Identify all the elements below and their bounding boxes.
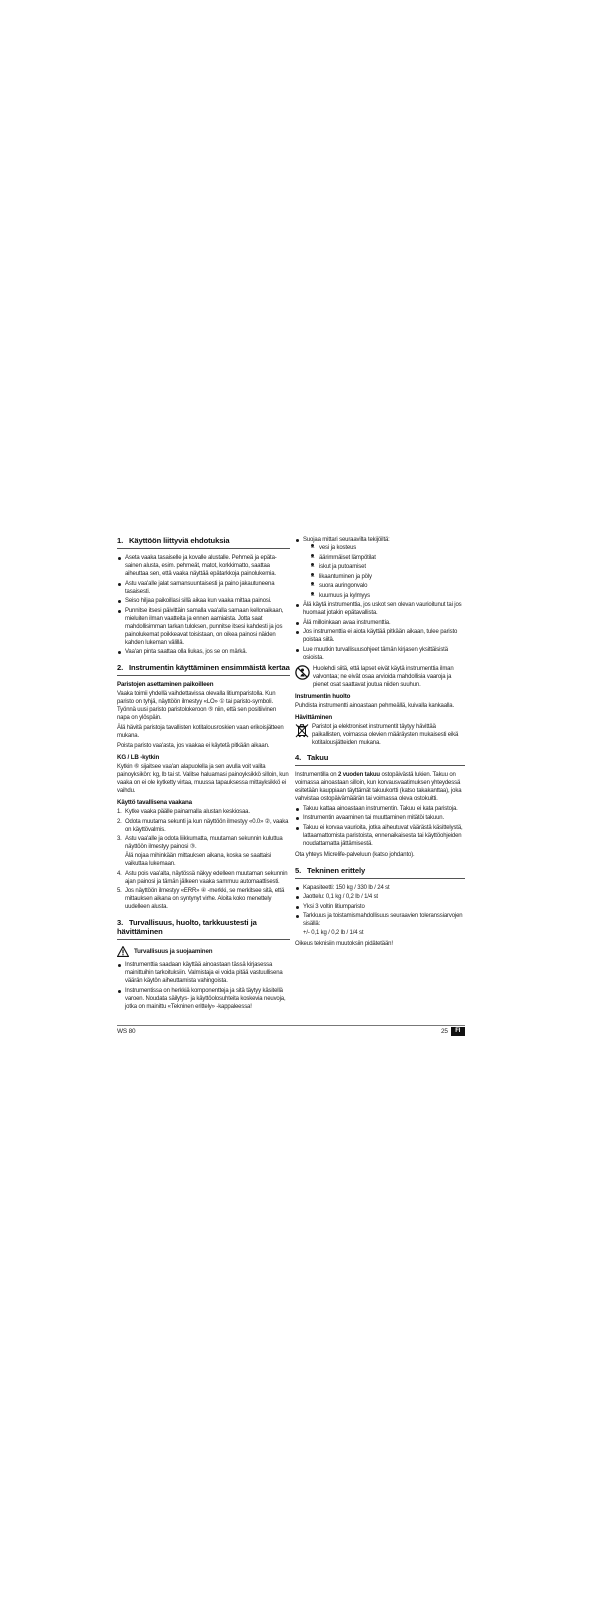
section-heading: 4. Takuu (295, 753, 465, 766)
list-item: Tarkkuus ja toistamismahdollisuus seuraavien toleranssiarvojen sisällä: +/- 0,1 kg / 0,2 lb / 1/4 st (295, 912, 465, 937)
tolerance-value: +/- 0,1 kg / 0,2 lb / 1/4 st (303, 930, 364, 936)
warranty-list (295, 805, 465, 848)
list-item: Älä milloinkaan avaa instrumenttia. (295, 619, 465, 627)
paragraph: Oikeus teknisiin muutoksiin pidätetään! (295, 941, 393, 947)
section-usage-tips (117, 536, 290, 656)
page-number: 25 (441, 1027, 448, 1035)
section-safety (117, 918, 290, 1011)
footer-model: WS 80 (117, 1028, 136, 1035)
safety-list (117, 961, 290, 1011)
disposal-note (295, 723, 465, 747)
list-item: 1. Kytke vaaka päälle painamalla alustan keskiosaa. (117, 809, 250, 815)
protection-list (295, 536, 465, 662)
list-item: Jaottelu: 0,1 kg / 0,2 lb / 1/4 st (295, 893, 465, 901)
paragraph: Huolehdi siitä, että lapset eivät käytä instrumenttia ilman valvontaa; ne eivät osaa arvioida mahdollisia vaaroja ja pienet osat saattavat joutua niiden suuhun. (313, 665, 454, 688)
paragraph: Ota yhteys Micrelife-palveluun (katso johdanto). (295, 851, 415, 858)
footer-page-info (441, 1027, 465, 1036)
list-item: Takuu ei korvaa vaurioita, jotka aiheutuvat väärästä käsittelystä, lattaamattomista paristoista, ennenaikaisesta tai käyttöohjeiden noudattamatta jättämisestä. (295, 824, 465, 848)
list-item: 4. Astu pois vaa'alta, näytössä näkyy edelleen muutaman sekunnin ajan painosi ja tämän jälkeen vaaka sammuu automaattisesti. (117, 870, 288, 885)
list-item: Astu vaa'alle jalat samansuuntaisesti ja paino jakautuneena tasaisesti. (117, 580, 290, 596)
list-item: 5. Jos näyttöön ilmestyy «ERR» ④ -merkki, se merkitsee sitä, että mittauksen aikana on syntynyt virhe. Aloita koko menettely uudelleen alusta. (117, 888, 285, 910)
list-item: – äärimmäiset lämpötilat (303, 554, 465, 562)
list-item: Seiso hiljaa paikoillasi sillä aikaa kun vaaka mittaa painosi. (117, 597, 290, 605)
list-item: – vesi ja kosteus (303, 544, 465, 552)
paragraph: Älä hävitä paristoja tavallisten kotitalousroskien vaan erikoisjätteen mukana. (117, 725, 284, 739)
section-heading: 1. Käyttöön liittyviä ehdotuksia (117, 536, 290, 549)
footer-divider (117, 1025, 465, 1026)
list-item: – likaantuminen ja pöly (303, 573, 465, 581)
warning-triangle-icon (117, 946, 129, 957)
list-item: Yksi 3 voltin litiumparisto (295, 903, 465, 911)
subheading-care: Instrumentin huolto (295, 692, 351, 700)
paragraph: Poista paristo vaa'asta, jos vaakaa ei käytetä pitkään aikaan. (117, 743, 270, 749)
list-item: Lue muutkin turvallisuusohjeet tämän kirjasen yksittäisistä osioista. (295, 646, 465, 662)
section-heading: 5. Tekninen erittely (295, 866, 465, 879)
list-item: Takuu kattaa ainoastaan instrumentin. Takuu ei kata paristoja. (295, 805, 465, 813)
section-heading: 2. Instrumentin käyttäminen ensimmäistä kertaa (117, 663, 290, 676)
language-badge: FI (451, 1027, 465, 1036)
subheading-unit-switch: KG / LB -kytkin (117, 754, 160, 761)
protection-sublist (303, 544, 465, 600)
list-item: Kapasiteetti: 150 kg / 330 lb / 24 st (295, 884, 465, 892)
list-item: Älä käytä instrumenttia, jos uskot sen olevan vaurioitunut tai jos huomaat jotakin epätavallista. (295, 601, 465, 617)
paragraph: Instrumentilla on 2 vuoden takuu ostopäivästä lukien. Takuu on voimassa ainoastaan silloin, kun korvausvaatimuksen yhteydessä esitetään kauppiaan täyttämät takuukortti (katso takakanttaa), joka vahvistaa ostopäivämäärän tai voimassa oleva ostokuitti. (295, 771, 462, 802)
paragraph: Kytkin ⑥ sijaitsee vaa'an alapuolella ja sen avulla voit valita painoyksikön: kg, lb tai st. Valitse haluamasi painoyksikkö silloin, kun vaaka on ei ole kytketty virtaa, muussa tapauksessa mittayksikkö ei vaihdu. (117, 764, 289, 794)
subheading-disposal: Hävittäminen (295, 713, 333, 721)
list-item: 2. Odota muutama sekunti ja kun näyttöön ilmestyy «0.0» ②, vaaka on käyttövalmis. (117, 818, 289, 833)
subheading-normal-use: Käyttö tavallisena vaakana (117, 799, 192, 806)
list-item: Instrumentissa on herkkiä komponentteja ja sitä täytyy käsitellä varoen. Noudata säilytys- ja käyttöolosuhteita koskevia neuvoja, jotka on mainittu «Tekninen erittely» -kappaleessa! (117, 987, 290, 1011)
section-specifications (295, 866, 465, 949)
list-item: – iskut ja putoamiset (303, 563, 465, 571)
warning-heading: Turvallisuus ja suojaaminen (117, 946, 290, 957)
list-item: Instrumentin avaaminen tai muuttaminen mitätöi takuun. (295, 814, 465, 822)
list-item: Punnitse itsesi päivittäin samalla vaa'alla samaan kellonaikaan, mieluiten ilman vaatteita ja ennen aamiaista. Jotta saat mahdollisimman tarkan tuloksen, punnitse itsesi kahdesti ja jos painolukemat poikkeavat toisistaan, on oikea painosi näiden kahden lukeman välillä. (117, 607, 290, 647)
section-warranty (295, 753, 465, 859)
crossed-bin-icon (295, 723, 309, 738)
step-note: Älä nojaa mihinkään mittauksen aikana, koska se saattaisi vaikuttaa lukemaan. (125, 853, 272, 867)
spec-list (295, 884, 465, 938)
paragraph: Vaaka toimii yhdellä vaihdettavissa olevalla litiumparistolla. Kun paristo on tyhjä, näyttöön ilmestyy «LO» ① tai paristo-symboli. Työnnä uusi paristo paristolokeroon ⑤ niin, että sen positiivinen napa on ylöspäin. (117, 691, 277, 721)
paragraph: Paristot ja elektroniset instrumentit täytyy hävittää paikallisten, voimassa olevien määräysten mukaisesti eikä kotitalousjätteiden mukana. (312, 723, 459, 746)
section-heading: 3. Turvallisuus, huolto, tarkkuustesti ja hävittäminen (117, 918, 290, 940)
left-column (117, 536, 290, 1018)
list-item: Vaa'an pinta saattaa olla liukas, jos se on märkä. (117, 648, 290, 656)
list-item: Instrumenttia saadaan käyttää ainoastaan tässä kirjasessa mainittuihin tarkoituksiin. Valmistaja ei voida pitää vastuullisena väärän käytön aiheuttamista vahingoista. (117, 961, 290, 985)
subheading-battery: Paristojen asettaminen paikoilleen (117, 681, 214, 688)
section-first-use (117, 663, 290, 911)
list-item: Jos instrumenttia ei aiota käyttää pitkään aikaan, tulee paristo poistaa siitä. (295, 628, 465, 644)
list-item: Aseta vaaka tasaiselle ja kovalle alustalle. Pehmeä ja epäta-sainen alusta, esim. pehmeät, matot, korkkimatto, saattaa aiheuttaa sen, että vaaka näyttää epätarkkoja painolukemia. (117, 554, 290, 578)
steps-list (117, 808, 290, 911)
list-item: 3. Astu vaa'alle ja odota liikkumatta, muutaman sekunnin kuluttua näyttöön ilmestyy painosi ③. Älä nojaa mihinkään mittauksen aikana, koska se saattaisi vaikuttaa lukemaan. (117, 835, 290, 868)
list-item: Suojaa mittari seuraavilta tekijöiltä: – vesi ja kosteus – äärimmäiset lämpötilat – iskut ja putoamiset – likaantuminen ja pöly – suora auringonvalo – kuumuus ja kylmyys (295, 536, 465, 600)
list-item: – suora auringonvalo (303, 582, 465, 590)
child-warning (295, 665, 465, 689)
right-column (295, 536, 465, 955)
tips-list (117, 554, 290, 656)
no-children-icon (295, 665, 310, 680)
paragraph: Puhdista instrumentti ainoastaan pehmeällä, kuivalla kankaalla. (295, 702, 454, 709)
list-item: – kuumuus ja kylmyys (303, 592, 465, 600)
